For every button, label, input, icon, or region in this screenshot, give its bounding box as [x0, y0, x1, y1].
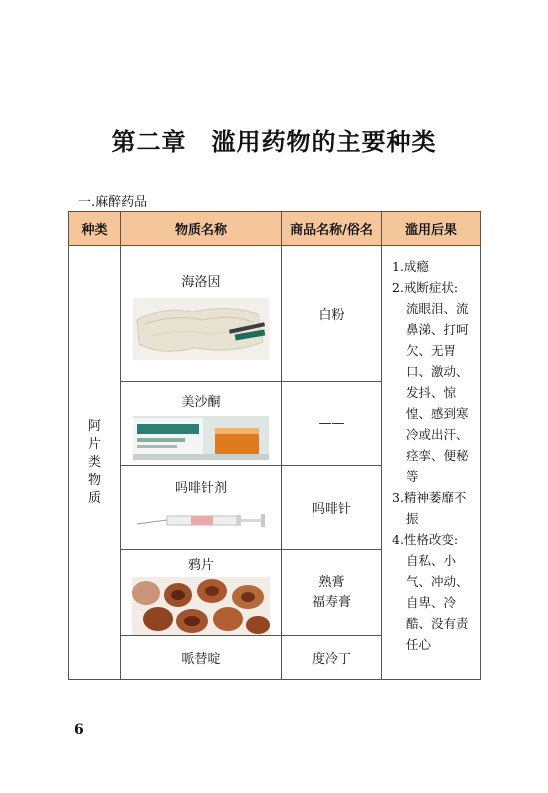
substance-name: 吗啡针剂: [174, 481, 227, 496]
consequence-line: 自卑、冷: [406, 595, 457, 610]
header-category: 种类: [69, 212, 121, 246]
consequence-line: 酷、没有责: [406, 616, 469, 631]
consequence-line: 流眼泪、流: [406, 301, 469, 316]
consequence-item: 1.成瘾: [392, 259, 429, 274]
trade-name: 吗啡针: [311, 502, 351, 517]
substance-cell: [121, 636, 282, 680]
consequence-line: 气、冲动、: [406, 574, 469, 589]
category-cell: [69, 246, 121, 680]
substance-name: 美沙酮: [181, 395, 221, 410]
category-char: 质: [87, 490, 101, 506]
consequence-cell: [382, 246, 481, 680]
substance-name: 鸦片: [187, 558, 214, 573]
methadone-bottle-image: [133, 416, 269, 460]
table-row: [69, 246, 481, 382]
consequence-item: 4.性格改变:: [392, 532, 459, 547]
consequence-item: 3.精神萎靡不: [392, 490, 467, 505]
trade-name-cell: [282, 636, 382, 680]
consequence-item: 2.戒断症状:: [392, 280, 459, 295]
trade-name-cell: [282, 466, 382, 550]
trade-name-cell: [282, 246, 382, 382]
header-substance: 物质名称: [121, 212, 282, 246]
trade-name-cell: [282, 382, 382, 466]
page-number: 6: [74, 722, 84, 738]
trade-name: 度冷丁: [311, 652, 351, 667]
consequence-line: 鼻涕、打呵: [406, 322, 469, 337]
heroin-powder-image: [133, 298, 269, 360]
consequence-line: 惶、感到寒: [406, 406, 469, 421]
category-char: 类: [87, 454, 101, 470]
trade-name: 福寿膏: [311, 594, 351, 610]
substance-name: 海洛因: [181, 275, 221, 290]
consequence-line: 欠、无胃: [406, 343, 457, 358]
opium-poppy-image: [132, 577, 270, 635]
category-char: 物: [87, 472, 101, 488]
substance-cell: [121, 550, 282, 636]
table-header-row: [69, 212, 481, 246]
section-heading: 一.麻醉药品: [78, 195, 148, 210]
consequence-line: 自私、小: [406, 553, 457, 568]
chapter-title: 第二章 滥用药物的主要种类: [111, 127, 437, 156]
consequence-line: 发抖、惊: [406, 385, 457, 400]
consequence-line: 冷或出汗、: [406, 427, 469, 442]
consequence-line: 振: [406, 511, 419, 526]
substance-name: 哌替啶: [181, 652, 221, 667]
substance-cell: [121, 466, 282, 550]
trade-name: 白粉: [318, 308, 345, 323]
consequence-line: 任心: [406, 637, 432, 652]
category-char: 片: [87, 436, 101, 452]
trade-name-cell: [282, 550, 382, 636]
trade-name: 熟膏: [318, 574, 345, 590]
drug-table: [68, 211, 481, 680]
consequence-line: 等: [406, 469, 419, 484]
header-consequence: 滥用后果: [382, 212, 481, 246]
substance-cell: [121, 382, 282, 466]
syringe-image: [133, 502, 269, 542]
consequence-line: 痉挛、便秘: [406, 448, 469, 463]
consequence-line: 口、激动、: [406, 364, 469, 379]
trade-name: ——: [318, 416, 345, 431]
substance-cell: [121, 246, 282, 382]
category-char: 阿: [87, 418, 101, 434]
header-trade-name: 商品名称/俗名: [282, 212, 382, 246]
